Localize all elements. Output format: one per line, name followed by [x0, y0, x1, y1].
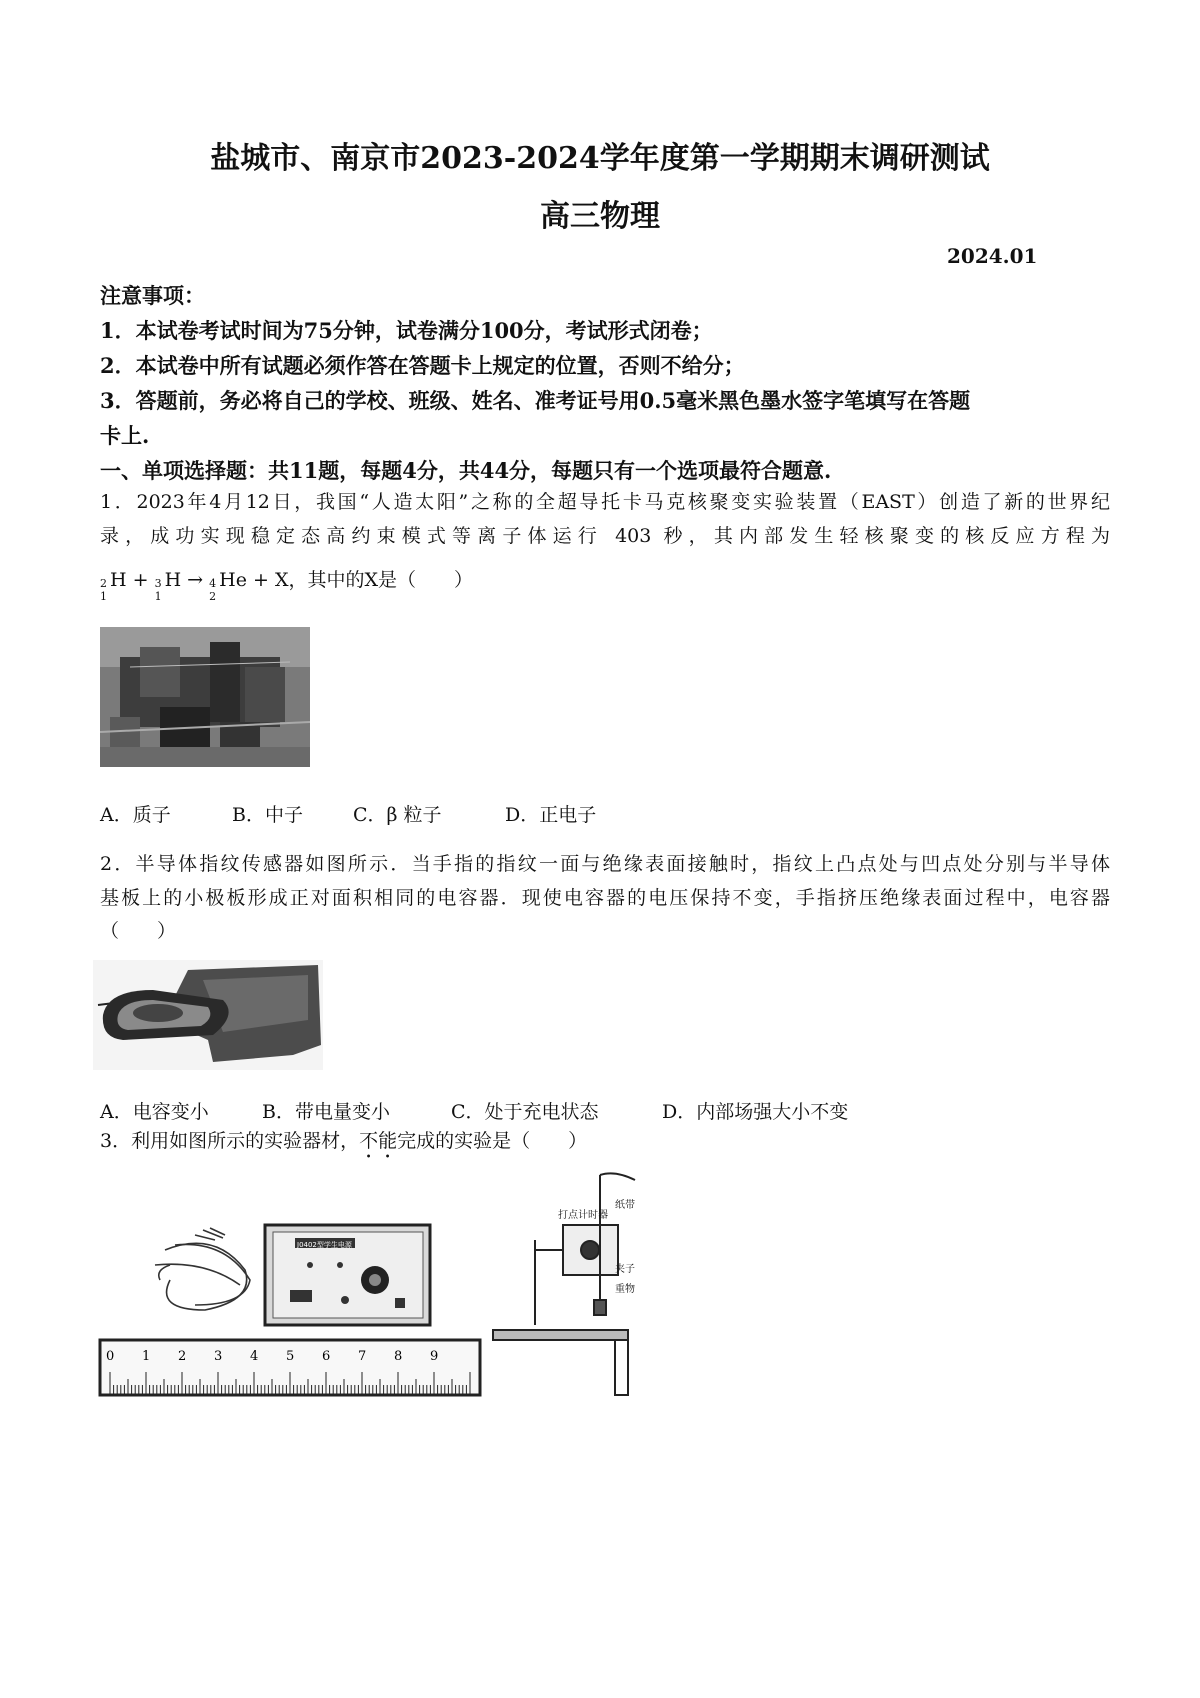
q3-prefix: 3．利用如图所示的实验器材，	[100, 1130, 360, 1152]
ruler-number: 7	[358, 1349, 367, 1364]
clip-label: 夹子	[615, 1264, 635, 1275]
section-heading: 一、单项选择题：共11题，每题4分，共44分，每题只有一个选项最符合题意.	[100, 458, 832, 483]
ruler-number: 8	[394, 1349, 403, 1364]
wires-icon	[155, 1228, 250, 1310]
notice-item-3-cont: 卡上.	[100, 423, 150, 448]
q3-stem	[100, 1124, 1110, 1163]
q1-equation-line	[100, 563, 1110, 603]
exam-date: 2024.01	[947, 244, 1038, 268]
q1-equation: 2 1 H + 3 1 H → 4 2 He + X	[100, 569, 289, 603]
q1-line1: 1．2023年4月12日，我国“人造太阳”之称的全超导托卡马克核聚变实验装置（EAST）创造了新的世界纪	[100, 491, 1110, 513]
power-supply-label: J0402型学生电源	[297, 1241, 352, 1249]
tape-label: 纸带	[615, 1200, 635, 1211]
experiment-equipment-figure	[95, 1170, 655, 1410]
ruler-number: 3	[214, 1349, 223, 1364]
ruler-number: 2	[178, 1349, 187, 1364]
q2-line3: （ ）	[100, 920, 177, 942]
q2-option-a: A．电容变小	[100, 1101, 209, 1123]
power-supply-icon	[265, 1225, 430, 1325]
ruler-number: 6	[322, 1349, 331, 1364]
east-device-photo	[100, 627, 310, 767]
subject-title: 高三物理	[540, 199, 660, 234]
fingerprint-sensor-photo	[93, 960, 323, 1070]
ruler-number: 4	[250, 1349, 259, 1364]
q3-suffix: 完成的实验是（ ）	[397, 1130, 588, 1152]
ruler-icon	[100, 1340, 480, 1395]
q1-option-a: A．质子	[100, 804, 171, 826]
weight-label: 重物	[615, 1284, 635, 1295]
q1-equation-tail: ，其中的X是（ ）	[288, 569, 474, 591]
ruler-number: 1	[142, 1349, 151, 1364]
q2-line2: 基板上的小极板形成正对面积相同的电容器．现使电容器的电压保持不变，手指挤压绝缘表面过程中，电容器	[100, 887, 1110, 909]
q2-option-b: B．带电量变小	[262, 1101, 390, 1123]
notice-item-3: 3．答题前，务必将自己的学校、班级、姓名、准考证号用0.5毫米黑色墨水签字笔填写在答题	[100, 388, 971, 413]
q1-line2: 录，成功实现稳定态高约束模式等离子体运行 403 秒，其内部发生轻核聚变的核反应方程为	[100, 525, 1110, 547]
q1-option-b: B．中子	[232, 804, 303, 826]
notice-item-1: 1．本试卷考试时间为75分钟，试卷满分100分，考试形式闭卷；	[100, 318, 713, 343]
timer-label: 打点计时器	[558, 1210, 608, 1221]
ruler-number: 5	[286, 1349, 295, 1364]
q1-option-c: C．β 粒子	[353, 804, 442, 826]
ruler-number: 0	[106, 1349, 115, 1364]
q2-line1: 2．半导体指纹传感器如图所示．当手指的指纹一面与绝缘表面接触时，指纹上凸点处与凹点处分别与半导体	[100, 853, 1110, 875]
notice-item-2: 2．本试卷中所有试题必须作答在答题卡上规定的位置，否则不给分；	[100, 353, 745, 378]
q3-emphasis: 不能	[359, 1130, 398, 1152]
ruler-number: 9	[430, 1349, 439, 1364]
notice-heading: 注意事项：	[100, 283, 205, 308]
q2-option-d: D．内部场强大小不变	[662, 1101, 849, 1123]
ticker-timer-stand-icon	[493, 1173, 635, 1395]
exam-title: 盐城市、南京市2023-2024学年度第一学期期末调研测试	[210, 141, 990, 176]
q2-option-c: C．处于充电状态	[451, 1101, 599, 1123]
q1-option-d: D．正电子	[505, 804, 597, 826]
